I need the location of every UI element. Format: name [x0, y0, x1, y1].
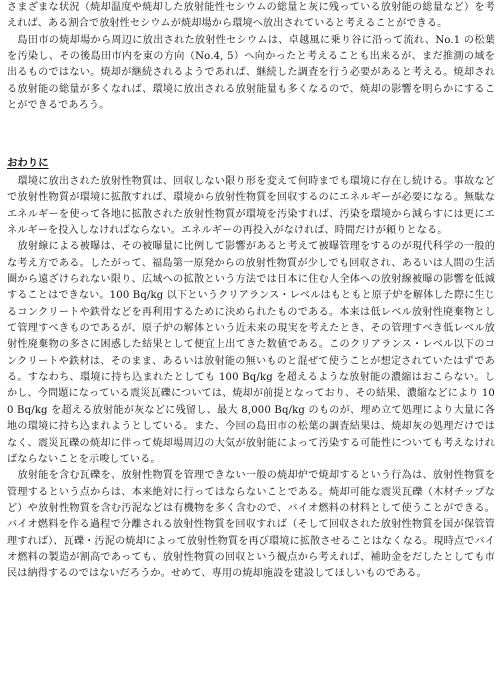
intro-paragraph-1: さまざまな状況（焼却温度や焼却した放射能性セシウムの総量と灰に残っている放射能の総量など）を考えれば、ある割合で放射性セシウムが焼却場から環境へ放出されていると考えることができる。: [7, 2, 495, 30]
closing-section: [7, 174, 495, 583]
intro-paragraph-2: 島田市の焼却場から周辺に放出された放射性セシウムは、卓越風に乗り谷に沿って流れ、No.1 の松葉を汚染し、その後島田市内を東の方向（No.4, 5）へ向かったと考えることも出来るが、まだ推測の域を出るものではない。焼却が継続されるようであれば、継続した調査を行う必要があると考える。焼却される放射能の総量が多くなれば、環境に放出される放射能量も多くなるので、焼却の影響を明らかにすることができるであろう。: [7, 34, 495, 112]
section-heading: おわりに: [7, 157, 49, 169]
intro-section: [7, 0, 495, 114]
closing-paragraph-2: 放射線による被曝は、その被曝量に比例して影響があると考えて被曝管理をするのが現代科学の一般的な考え方である。したがって、福島第一原発からの放射性物質が少しでも回収され、あるいは人間の生活圏から遠ざけられない限り、広域への拡散という方法では日本に住む人全体への放射線被曝の影響を低減することはできない。100 Bq/kg 以下というクリアランス・レベルはもともと原子炉を解体した際に生じるコンクリートや鉄骨などを再利用するために決められたものである。本来は低レベル放射性廃棄物として管理すべきものであるが、原子炉の解体という近未来の現実を考えたとき、その管理すべき低レベル放射性廃棄物の多さに困惑した結果として便宜上出てきた数値である。このクリアランス・レベル以下のコンクリートや鉄材は、そのまま、あるいは放射能の無いものと混ぜて使うことが想定されていたはずである。すなわち、環境に持ち込まれたとしても 100 Bq/kg を超えるような放射能の濃縮はおこらない。しかし、今問題になっている震災瓦礫については、焼却が前提となっており、その結果、濃縮などにより 100 Bq/kg を超える放射能が灰などに残留し、最大 8,000 Bq/kg のものが、埋め立て処理により大量に各地の環境に持ち込まれようとしている。また、今回の島田市の松葉の調査結果は、焼却灰の処理だけではなく、震災瓦礫の焼却に伴って焼却場周辺の大気が放射能によって汚染する可能性についても考えなければならないことを示唆している。: [7, 241, 495, 465]
closing-paragraph-3: 放射能を含む瓦礫を、放射性物質を管理できない一般の焼却炉で焼却するという行為は、放射性物質を管理するという点からは、本来絶対に行ってはならないことである。焼却可能な震災瓦礫（木材チップなど）や放射性物質を含む汚泥などは有機物を多く含むので、バイオ燃料の材料として使うことができる。バイオ燃料を作る過程で分離される放射性物質を回収すれば（そして回収された放射性物質を国が保管管理すれば）、瓦礫・汚泥の焼却によって放射性物質を再び環境に拡散させることはなくなる。現時点でバイオ燃料の製造が割高であっても、放射性物質の回収という観点から考えれば、補助金をだしたとしても市民は納得するのではないだろうか。せめて、専用の焼却施設を建設してほしいものである。: [7, 470, 495, 580]
closing-paragraph-1: 環境に放出された放射性物質は、回収しない限り形を変えて何時までも環境に存在し続ける。事故などで放射性物質が環境に拡散すれば、環境から放射性物質を回収するのにエネルギーが必要になる。無駄なエネルギーを使って各地に拡散された放射性物質が環境を汚染すれば、汚染を環境から減らすには更にエネルギーを投入しなければならない。エネルギーの再投入がなければ、時間だけが頼りとなる。: [7, 176, 495, 237]
